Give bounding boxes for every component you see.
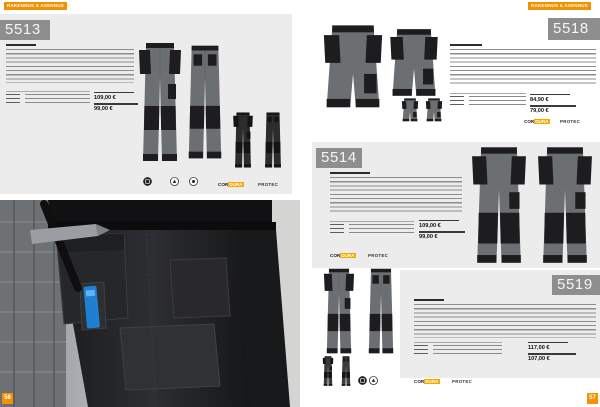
- cordura-logo-suffix: DURA: [425, 379, 439, 384]
- spec-table-5514: [330, 221, 414, 236]
- price-label: [530, 94, 570, 95]
- product-heading-5514: [330, 172, 370, 174]
- price-label-bulk: [419, 231, 465, 232]
- spec-table-5518: [450, 93, 526, 108]
- price-label: [528, 342, 568, 343]
- protec-logo: PROTEC: [560, 119, 581, 124]
- product-image-5518-front: [322, 24, 384, 110]
- model-number-5518: 5518: [548, 18, 600, 40]
- cordura-logo-suffix: DURA: [229, 182, 243, 187]
- price-label: [419, 220, 459, 221]
- price-bulk: 99,00 €: [94, 105, 113, 112]
- feature-icon: [369, 376, 378, 385]
- product-description-5514: [330, 177, 462, 215]
- product-image-5519-small-front: [320, 356, 336, 386]
- product-heading-5513: [6, 44, 36, 46]
- price-block-5519: [528, 341, 596, 363]
- spec-values: [469, 96, 526, 108]
- model-number-5514: 5514: [316, 148, 362, 168]
- price-bulk: 79,00 €: [530, 107, 549, 114]
- feature-icon: [358, 376, 367, 385]
- section-header-left: RAKENNUS & ASENNUS: [4, 2, 67, 10]
- product-image-5513-back: [184, 38, 226, 166]
- product-description-5513: [6, 49, 134, 83]
- spec-table-5513: [6, 91, 90, 106]
- price-bulk: 99,00 €: [419, 233, 438, 240]
- cordura-logo: [330, 253, 356, 259]
- product-image-5518-small-front: [400, 98, 420, 122]
- price-label-bulk: [94, 103, 138, 104]
- product-image-5519-small-back: [338, 356, 354, 386]
- cordura-logo: [414, 379, 440, 385]
- price-label-bulk: [530, 105, 576, 106]
- feature-icon: [170, 177, 179, 186]
- product-description-5519: [414, 304, 596, 338]
- model-number-5519: 5519: [552, 275, 600, 295]
- price-unit: 109,00 €: [419, 222, 441, 229]
- cordura-logo-prefix: COR: [414, 379, 425, 384]
- spec-values: [25, 94, 90, 106]
- product-heading-5519: [414, 299, 444, 301]
- worker-photo: [0, 200, 300, 407]
- protec-logo: PROTEC: [258, 182, 279, 187]
- product-image-5518-small-back: [424, 98, 444, 122]
- cordura-logo-prefix: COR: [218, 182, 229, 187]
- price-unit: 117,00 €: [528, 344, 550, 351]
- section-header-right: RAKENNUS & ASENNUS: [528, 2, 591, 10]
- spec-labels: [414, 345, 428, 357]
- spec-values: [433, 345, 502, 357]
- cordura-logo: [218, 182, 244, 188]
- product-image-5514-front: [468, 146, 530, 264]
- price-block-5514: [419, 219, 465, 241]
- cordura-logo-suffix: DURA: [341, 253, 355, 258]
- price-unit: 109,00 €: [94, 94, 116, 101]
- cordura-logo: [524, 119, 550, 125]
- product-image-5519-front: [318, 268, 360, 354]
- cordura-logo-prefix: COR: [330, 253, 341, 258]
- price-block-5518: [530, 93, 596, 115]
- spec-labels: [6, 94, 20, 106]
- product-description-5518: [450, 49, 596, 87]
- spec-labels: [450, 96, 464, 108]
- product-image-5518-back: [388, 28, 440, 98]
- spec-table-5519: [414, 342, 502, 357]
- spec-labels: [330, 224, 344, 236]
- product-image-5513-front: [138, 38, 182, 166]
- protec-logo: PROTEC: [452, 379, 473, 384]
- price-block-5513: [94, 91, 138, 113]
- product-image-5513-black-front: [230, 112, 256, 168]
- spec-values: [349, 224, 414, 236]
- page-number-right: 57: [587, 393, 598, 404]
- price-label-bulk: [528, 353, 576, 354]
- price-label: [94, 92, 134, 93]
- feature-icon: [143, 177, 152, 186]
- price-bulk: 107,00 €: [528, 355, 550, 362]
- product-image-5514-back: [534, 146, 596, 264]
- product-image-5513-black-back: [260, 112, 286, 168]
- protec-logo: PROTEC: [368, 253, 389, 258]
- page-number-left: 56: [2, 393, 13, 404]
- feature-icon: [189, 177, 198, 186]
- cordura-logo-prefix: COR: [524, 119, 535, 124]
- product-image-5519-back: [362, 268, 400, 354]
- model-number-5513: 5513: [0, 20, 50, 40]
- cordura-logo-suffix: DURA: [535, 119, 549, 124]
- price-unit: 84,90 €: [530, 96, 549, 103]
- product-heading-5518: [450, 44, 482, 46]
